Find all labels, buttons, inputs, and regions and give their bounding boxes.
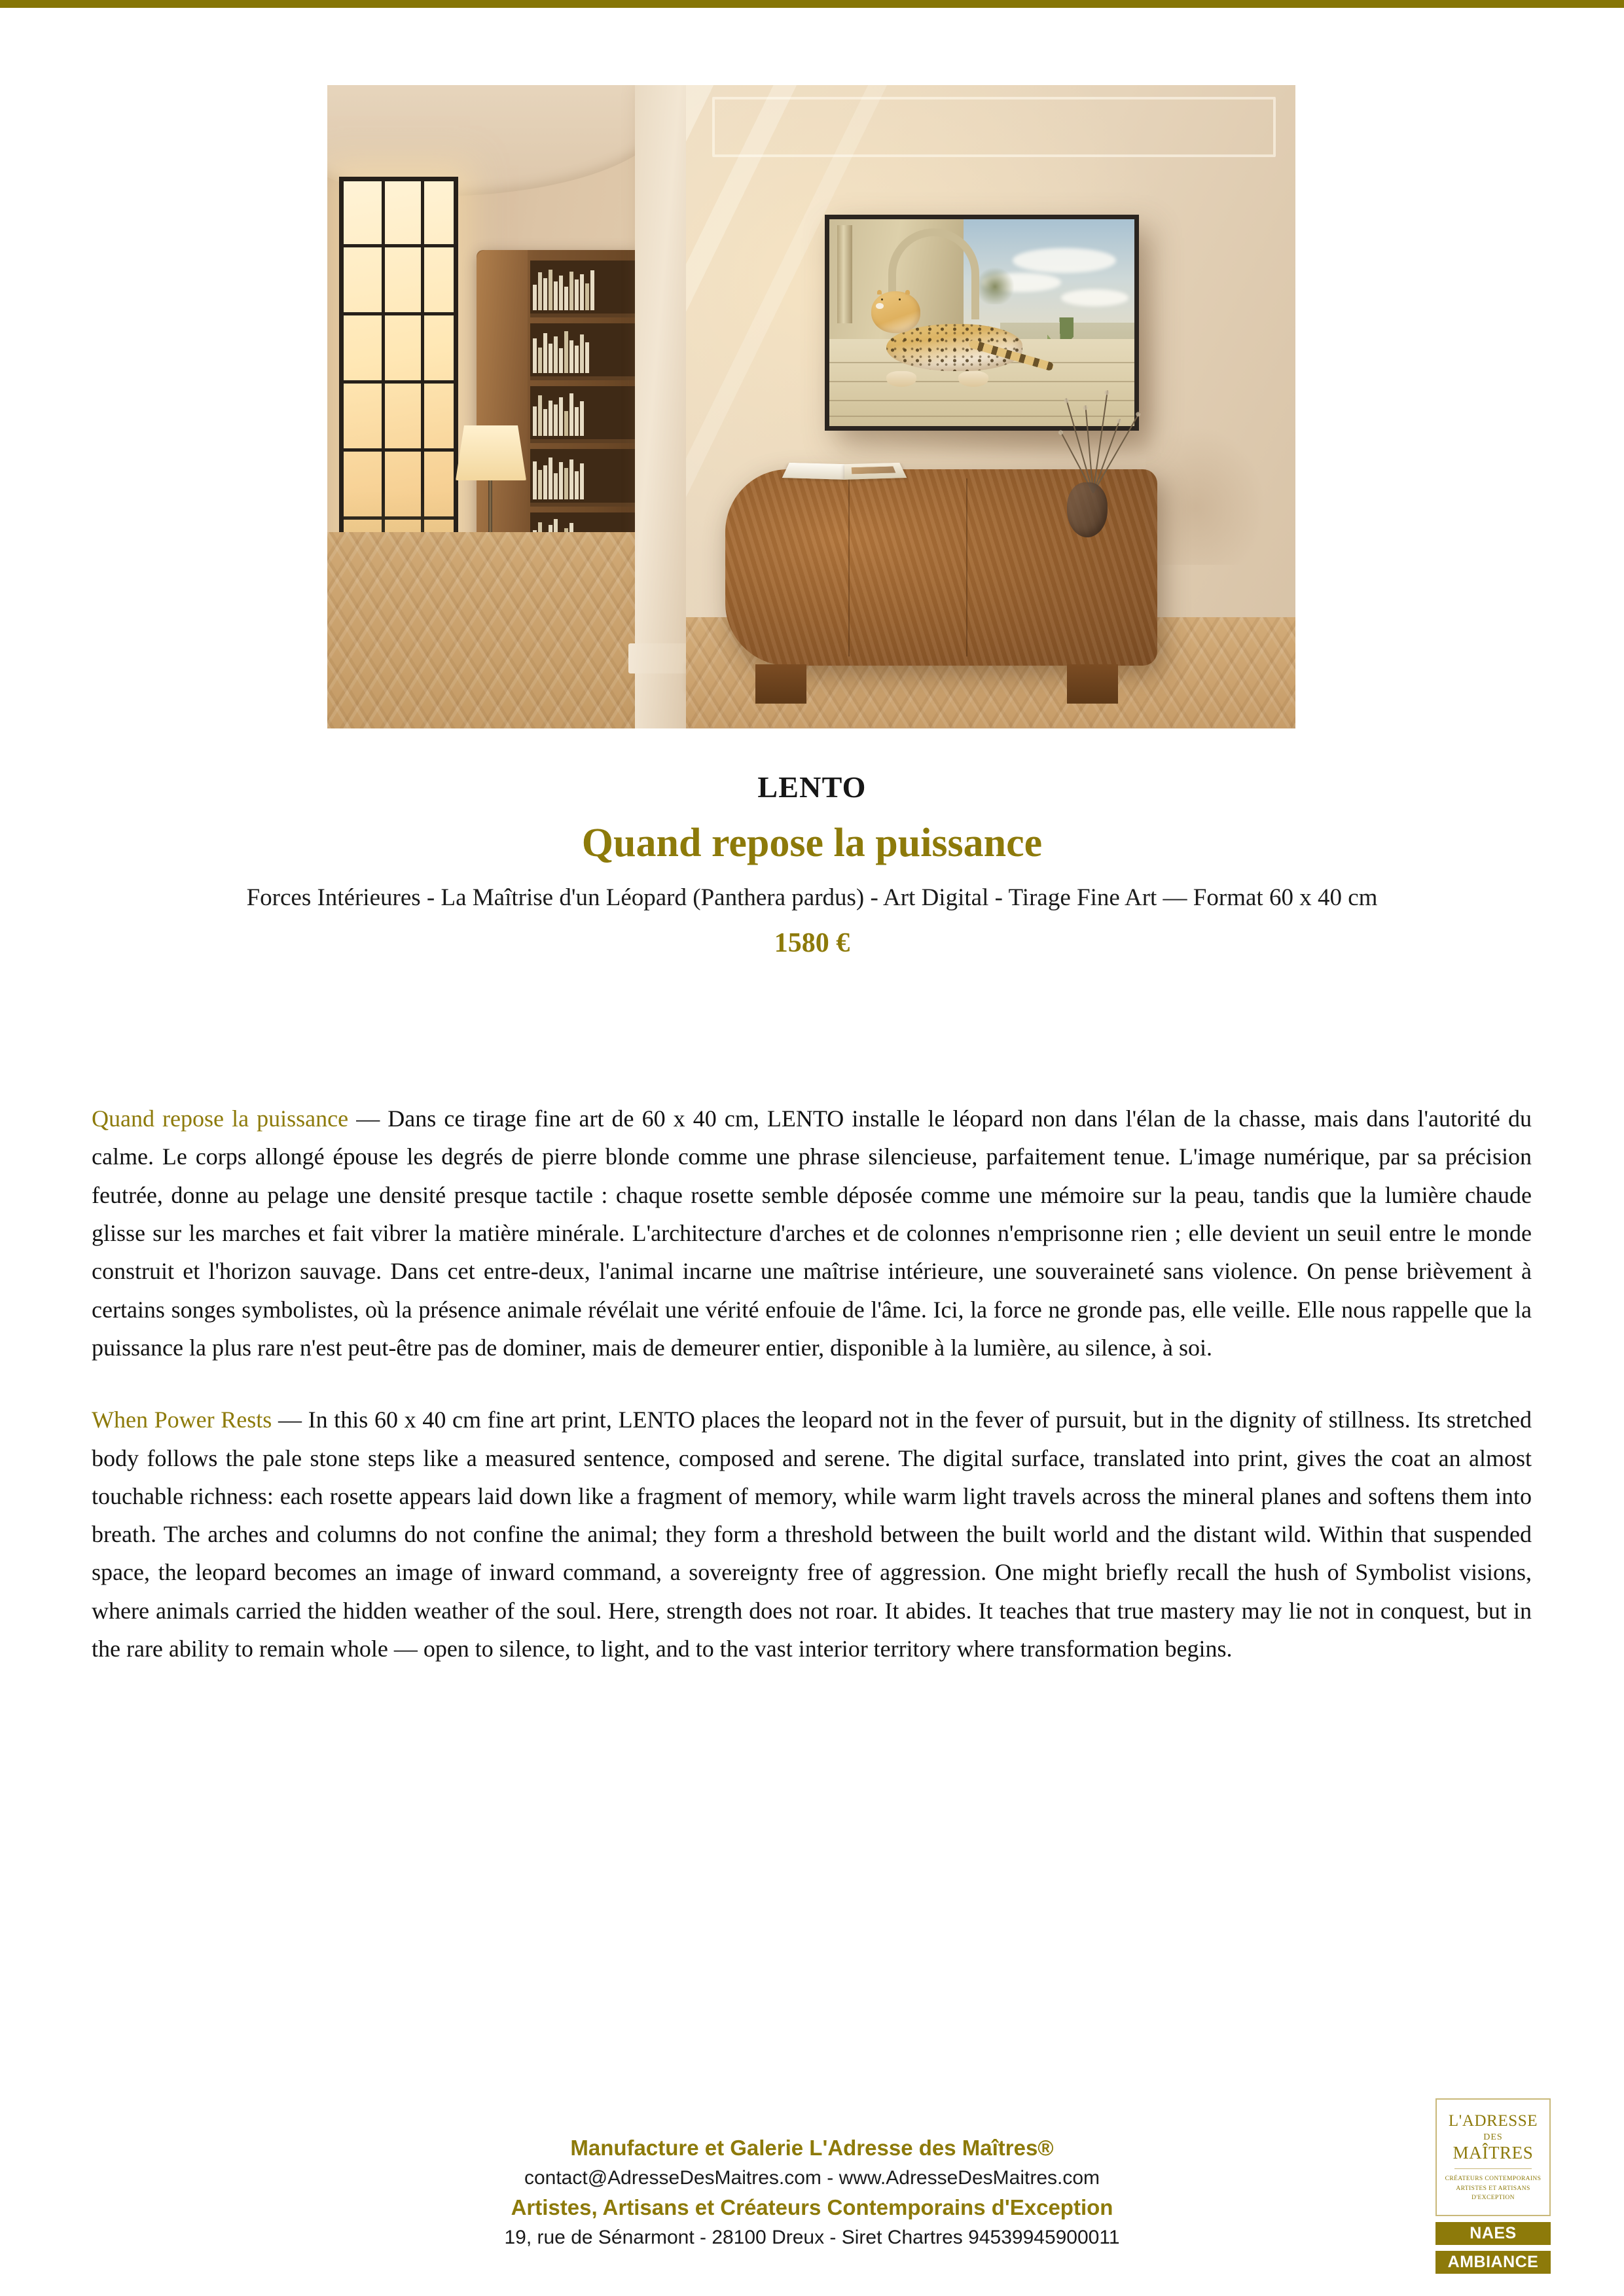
paragraph-french-text: — Dans ce tirage fine art de 60 x 40 cm, LENTO installe le léopard non dans l'élan de la chasse, mais dans l'autorité du calme. Le corps allongé épouse les degrés de pierre blonde comme une phrase silencieuse, parfaitement tenue. L'image numérique, par sa précision feutrée, donne au pelage une densité presque tactile : chaque rosette semble déposée comme une mémoire sur la peau, tandis que la lumière chaude glisse sur les marches et fait vibrer la matière minérale. L'architecture d'arches et de colonnes n'emprisonne rien ; elle devient un seuil entre le monde construit et l'horizon sauvage. Dans cet entre-deux, l'animal incarne une maîtrise intérieure, une souveraineté sans violence. On pense brièvement à certains songes symbolistes, où la présence animale révélait une vérité enfouie de l'âme. Ici, la force ne gronde pas, elle veille. Elle nous rappelle que la puissance la plus rare n'est peut-être pas de dominer, mais de demeurer entier, disponible à la lumière, au silence, à soi. bbox=[92, 1105, 1532, 1361]
description-body bbox=[92, 1100, 1532, 1668]
brand-logo-block bbox=[1435, 2098, 1551, 2274]
wall-moulding bbox=[712, 97, 1276, 157]
work-subtitle: Forces Intérieures - La Maîtrise d'un Léopard (Panthera pardus) - Art Digital - Tirage Fine Art — Format 60 x 40 cm bbox=[246, 884, 1378, 911]
glass-vase bbox=[1067, 482, 1108, 537]
footer-contact-block bbox=[0, 2132, 1624, 2252]
artwork-leopard bbox=[860, 289, 1049, 384]
logo-line-des: DES bbox=[1483, 2132, 1503, 2142]
wall-pillar bbox=[635, 85, 686, 728]
badge-naes: NAES bbox=[1435, 2222, 1551, 2245]
title-block bbox=[0, 771, 1624, 959]
artwork-column bbox=[837, 225, 852, 323]
parquet-floor-left bbox=[327, 532, 648, 728]
logo-subtitle bbox=[1445, 2174, 1542, 2202]
interior-scene bbox=[327, 85, 1295, 728]
hero-artwork-photo bbox=[327, 85, 1295, 728]
left-room-area bbox=[327, 85, 648, 728]
logo-divider bbox=[1454, 2168, 1532, 2169]
logo-subtitle-line-3: D'EXCEPTION bbox=[1471, 2194, 1515, 2201]
logo-subtitle-line-1: CRÉATEURS CONTEMPORAINS bbox=[1445, 2176, 1542, 2183]
logo-subtitle-line-2: ARTISTES ET ARTISANS bbox=[1456, 2185, 1530, 2192]
paragraph-french bbox=[92, 1100, 1532, 1367]
footer-tagline: Artistes, Artisans et Créateurs Contemporains d'Exception bbox=[511, 2195, 1113, 2220]
logo-line-adresse: L'ADRESSE bbox=[1448, 2111, 1538, 2130]
brand-name: LENTO bbox=[757, 770, 867, 804]
top-accent-bar bbox=[0, 0, 1624, 8]
dried-twigs bbox=[1050, 382, 1135, 493]
footer-contact-line[interactable]: contact@AdresseDesMaitres.com - www.AdresseDesMaitres.com bbox=[524, 2166, 1100, 2189]
paragraph-english-lead: When Power Rests bbox=[92, 1407, 272, 1433]
floor-lamp-shade bbox=[456, 425, 526, 480]
badge-ambiance: AMBIANCE bbox=[1435, 2251, 1551, 2274]
footer-company-name: Manufacture et Galerie L'Adresse des Maîtres® bbox=[570, 2136, 1054, 2160]
work-title: Quand repose la puissance bbox=[581, 820, 1043, 865]
paragraph-english bbox=[92, 1401, 1532, 1668]
work-price: 1580 € bbox=[774, 928, 850, 959]
vase-wall-shadow bbox=[1146, 421, 1270, 565]
page-footer bbox=[0, 2087, 1624, 2271]
logo-card bbox=[1435, 2098, 1551, 2216]
open-book bbox=[782, 463, 907, 478]
logo-line-maitres: MAÎTRES bbox=[1453, 2142, 1534, 2162]
footer-address-line: 19, rue de Sénarmont - 28100 Dreux - Siret Chartres 94539945900011 bbox=[504, 2227, 1120, 2249]
paragraph-french-lead: Quand repose la puissance bbox=[92, 1105, 349, 1132]
paragraph-english-text: — In this 60 x 40 cm fine art print, LENTO places the leopard not in the fever of pursuit, but in the dignity of stillness. Its stretched body follows the pale stone steps like a measured sentence, composed and serene. The digital surface, translated into print, gives the coat an almost touchable richness: each rosette appears laid down like a fragment of memory, while warm light travels across the mineral planes and softens them into breath. The arches and columns do not confine the animal; they form a threshold between the built world and the distant wild. Within that suspended space, the leopard becomes an image of inward command, a sovereignty free of aggression. One might briefly recall the hush of Symbolist visions, where animals carried the hidden weather of the soul. Here, strength does not roar. It abides. It teaches that true mastery may lie not in conquest, but in the rare ability to remain whole — open to silence, to light, and to the vast interior territory where transformation begins. bbox=[92, 1407, 1532, 1662]
